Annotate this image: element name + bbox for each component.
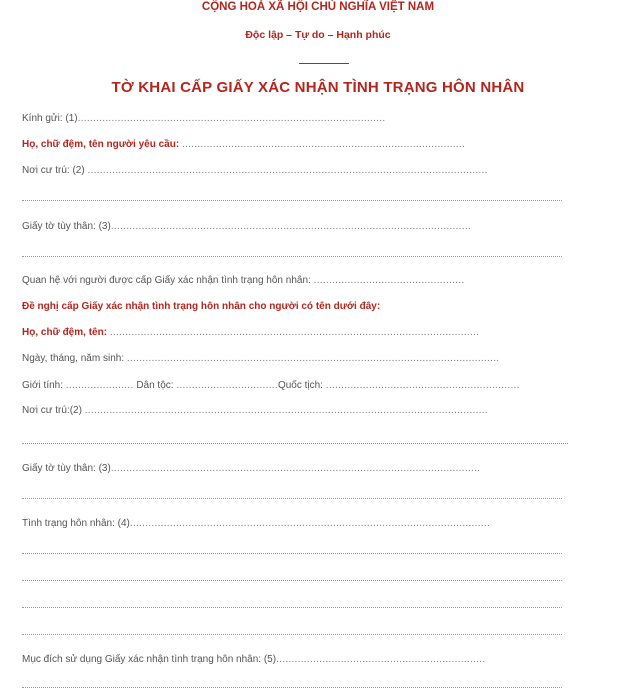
subject-name-field[interactable] (22, 326, 479, 339)
subject-residence-dots: ................................................................................................................................... (84, 405, 488, 416)
subject-name-dots: ........................................................................................................................ (109, 327, 480, 338)
marital-status-dots: ..................................................................................................................... (129, 518, 491, 529)
requester-id-label: Giấy tờ tùy thân: (3) (22, 221, 111, 232)
nation-heading: CỘNG HOÀ XÃ HỘI CHỦ NGHĨA VIỆT NAM (201, 1, 435, 13)
purpose-label: Mục đích sử dụng Giấy xác nhận tình trạng hôn nhân: (5) (22, 654, 277, 665)
relationship-field[interactable] (22, 274, 464, 287)
ethnicity-label: Dân tộc: (136, 380, 174, 391)
gender-label: Giới tính: (22, 380, 64, 391)
blank-dotted-line[interactable] (22, 607, 562, 608)
subject-residence-label: Nơi cư trú:(2) (22, 405, 82, 416)
subject-id-label: Giấy tờ tùy thân: (3) (22, 463, 111, 474)
relationship-dots: ................................................. (313, 275, 465, 286)
purpose-dots: .................................................................... (276, 654, 486, 665)
nationality-label: Quốc tịch: (277, 380, 323, 391)
requester-name-field[interactable] (22, 138, 465, 151)
requester-residence-dots: .................................................................................................................................. (87, 165, 488, 176)
subject-name-label: Họ, chữ đệm, tên: (22, 327, 108, 338)
ethnicity-dots[interactable]: ................................. (176, 380, 278, 391)
blank-dotted-line[interactable] (22, 256, 562, 257)
requester-id-field[interactable] (22, 220, 471, 233)
subject-id-dots: ........................................................................................................................ (110, 463, 481, 474)
birth-date-dots: ......................................................................................................................... (126, 353, 500, 364)
subject-id-field[interactable] (22, 462, 480, 475)
requester-id-dots: ..................................................................................................................... (110, 221, 471, 232)
gender-dots[interactable]: ...................... (65, 380, 134, 391)
blank-dotted-line[interactable] (22, 687, 562, 688)
marital-status-label: Tình trạng hôn nhân: (4) (22, 518, 130, 529)
purpose-field[interactable] (22, 653, 485, 666)
form-title: TỜ KHAI CẤP GIẤY XÁC NHẬN TÌNH TRẠNG HÔN NHÂN (111, 79, 525, 96)
requester-residence-label: Nơi cư trú: (2) (22, 165, 85, 176)
blank-dotted-line[interactable] (22, 634, 562, 635)
recipient-label: Kính gửi: (1) (22, 113, 78, 124)
motto-heading: Độc lập – Tự do – Hạnh phúc (245, 29, 391, 41)
recipient-field[interactable] (22, 112, 385, 125)
recipient-dots: .................................................................................................... (77, 113, 386, 124)
nationality-dots[interactable]: ............................................................... (325, 380, 520, 391)
blank-dotted-line[interactable] (22, 553, 562, 554)
subject-residence-field[interactable] (22, 404, 488, 417)
header-divider (299, 63, 349, 64)
request-statement: Đề nghị cấp Giấy xác nhận tình trạng hôn nhân cho người có tên dưới đây: (22, 301, 381, 312)
relationship-label: Quan hệ với người được cấp Giấy xác nhận tình trạng hôn nhân: (22, 275, 311, 286)
requester-name-label: Họ, chữ đệm, tên người yêu cầu: (22, 139, 180, 150)
blank-dotted-line[interactable] (22, 580, 562, 581)
requester-residence-field[interactable] (22, 164, 488, 177)
blank-dotted-line[interactable] (22, 200, 562, 201)
birth-date-field[interactable] (22, 352, 499, 365)
birth-date-label: Ngày, tháng, năm sinh: (22, 353, 125, 364)
marital-status-field[interactable] (22, 517, 490, 530)
blank-dotted-line[interactable] (22, 498, 562, 499)
gender-ethnicity-nationality-row (22, 379, 520, 392)
blank-dotted-line[interactable] (22, 443, 568, 444)
requester-name-dots: ............................................................................................ (181, 139, 466, 150)
